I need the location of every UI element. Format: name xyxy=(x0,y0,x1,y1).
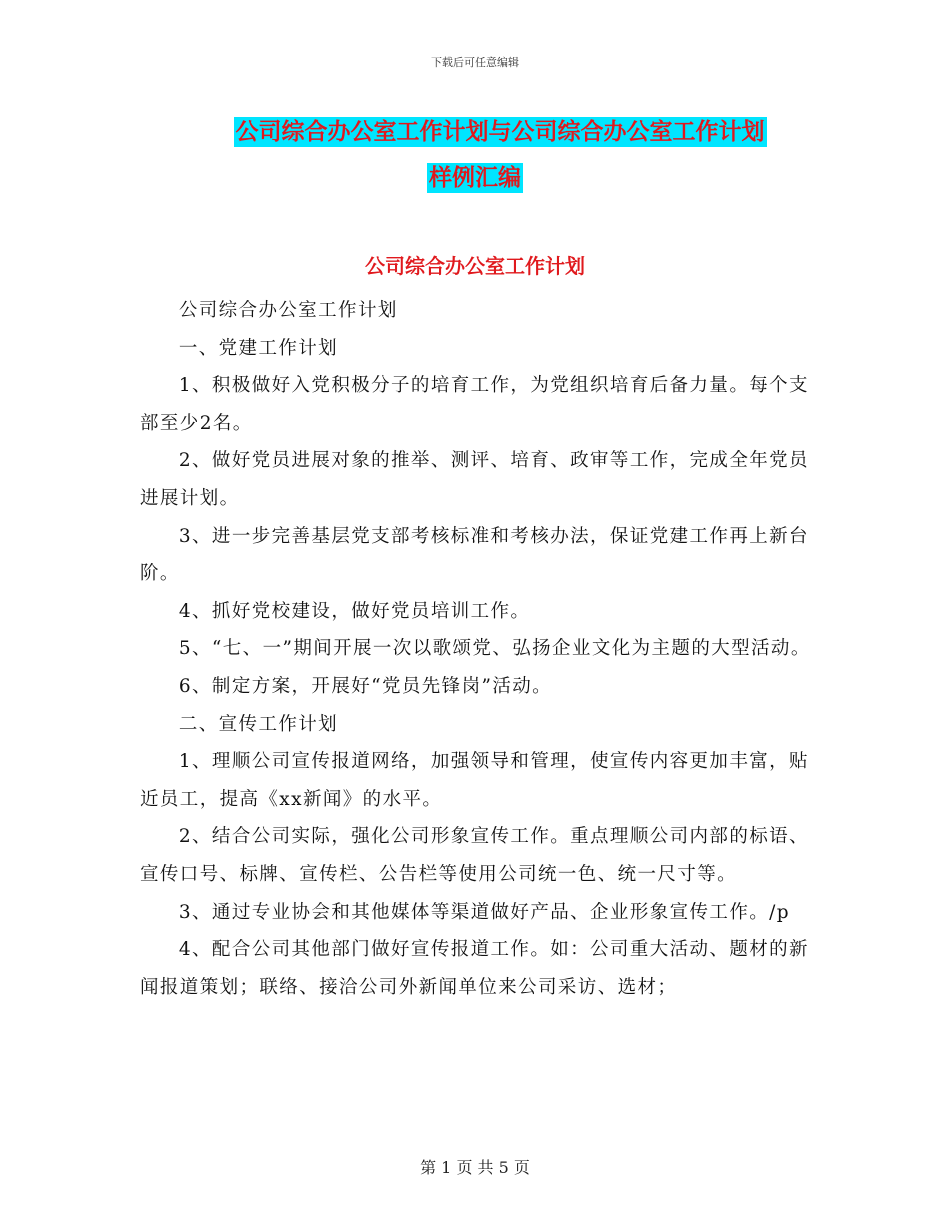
title-line-1: 公司综合办公室工作计划与公司综合办公室工作计划 xyxy=(235,119,765,145)
paragraph: 3、进一步完善基层党支部考核标准和考核办法，保证党建工作再上新台阶。 xyxy=(140,525,809,585)
paragraph: 1、积极做好入党积极分子的培育工作，为党组织培育后备力量。每个支部至少2名。 xyxy=(140,375,809,434)
paragraph: 3、通过专业协会和其他媒体等渠道做好产品、企业形象宣传工作。/p xyxy=(178,901,790,923)
paragraph: 2、做好党员进展对象的推举、测评、培育、政审等工作，完成全年党员进展计划。 xyxy=(140,450,809,509)
section-title: 公司综合办公室工作计划 xyxy=(365,254,585,278)
paragraph: 6、制定方案，开展好“党员先锋岗”活动。 xyxy=(178,675,553,697)
paragraph: 4、配合公司其他部门做好宣传报道工作。如：公司重大活动、题材的新闻报道策划；联络、接洽公司外新闻单位来公司采访、选材； xyxy=(140,939,809,998)
header-note: 下载后可任意编辑 xyxy=(431,56,519,69)
paragraph: 2、结合公司实际，强化公司形象宣传工作。重点理顺公司内部的标语、宣传口号、标牌、宣传栏、公告栏等使用公司统一色、统一尺寸等。 xyxy=(140,826,809,885)
page-footer: 第 1 页 共 5 页 xyxy=(420,1158,530,1177)
title-line-2: 样例汇编 xyxy=(429,165,521,191)
document-body xyxy=(140,292,820,1006)
paragraph: 4、抓好党校建设，做好党员培训工作。 xyxy=(178,600,531,622)
paragraph: 一、党建工作计划 xyxy=(178,337,339,359)
paragraph: 5、“七、一”期间开展一次以歌颂党、弘扬企业文化为主题的大型活动。 xyxy=(178,638,811,660)
paragraph: 1、理顺公司宣传报道网络，加强领导和管理，使宣传内容更加丰富，贴近员工，提高《xx新闻》的水平。 xyxy=(140,751,809,810)
paragraph: 公司综合办公室工作计划 xyxy=(178,300,398,321)
paragraph: 二、宣传工作计划 xyxy=(178,713,339,735)
